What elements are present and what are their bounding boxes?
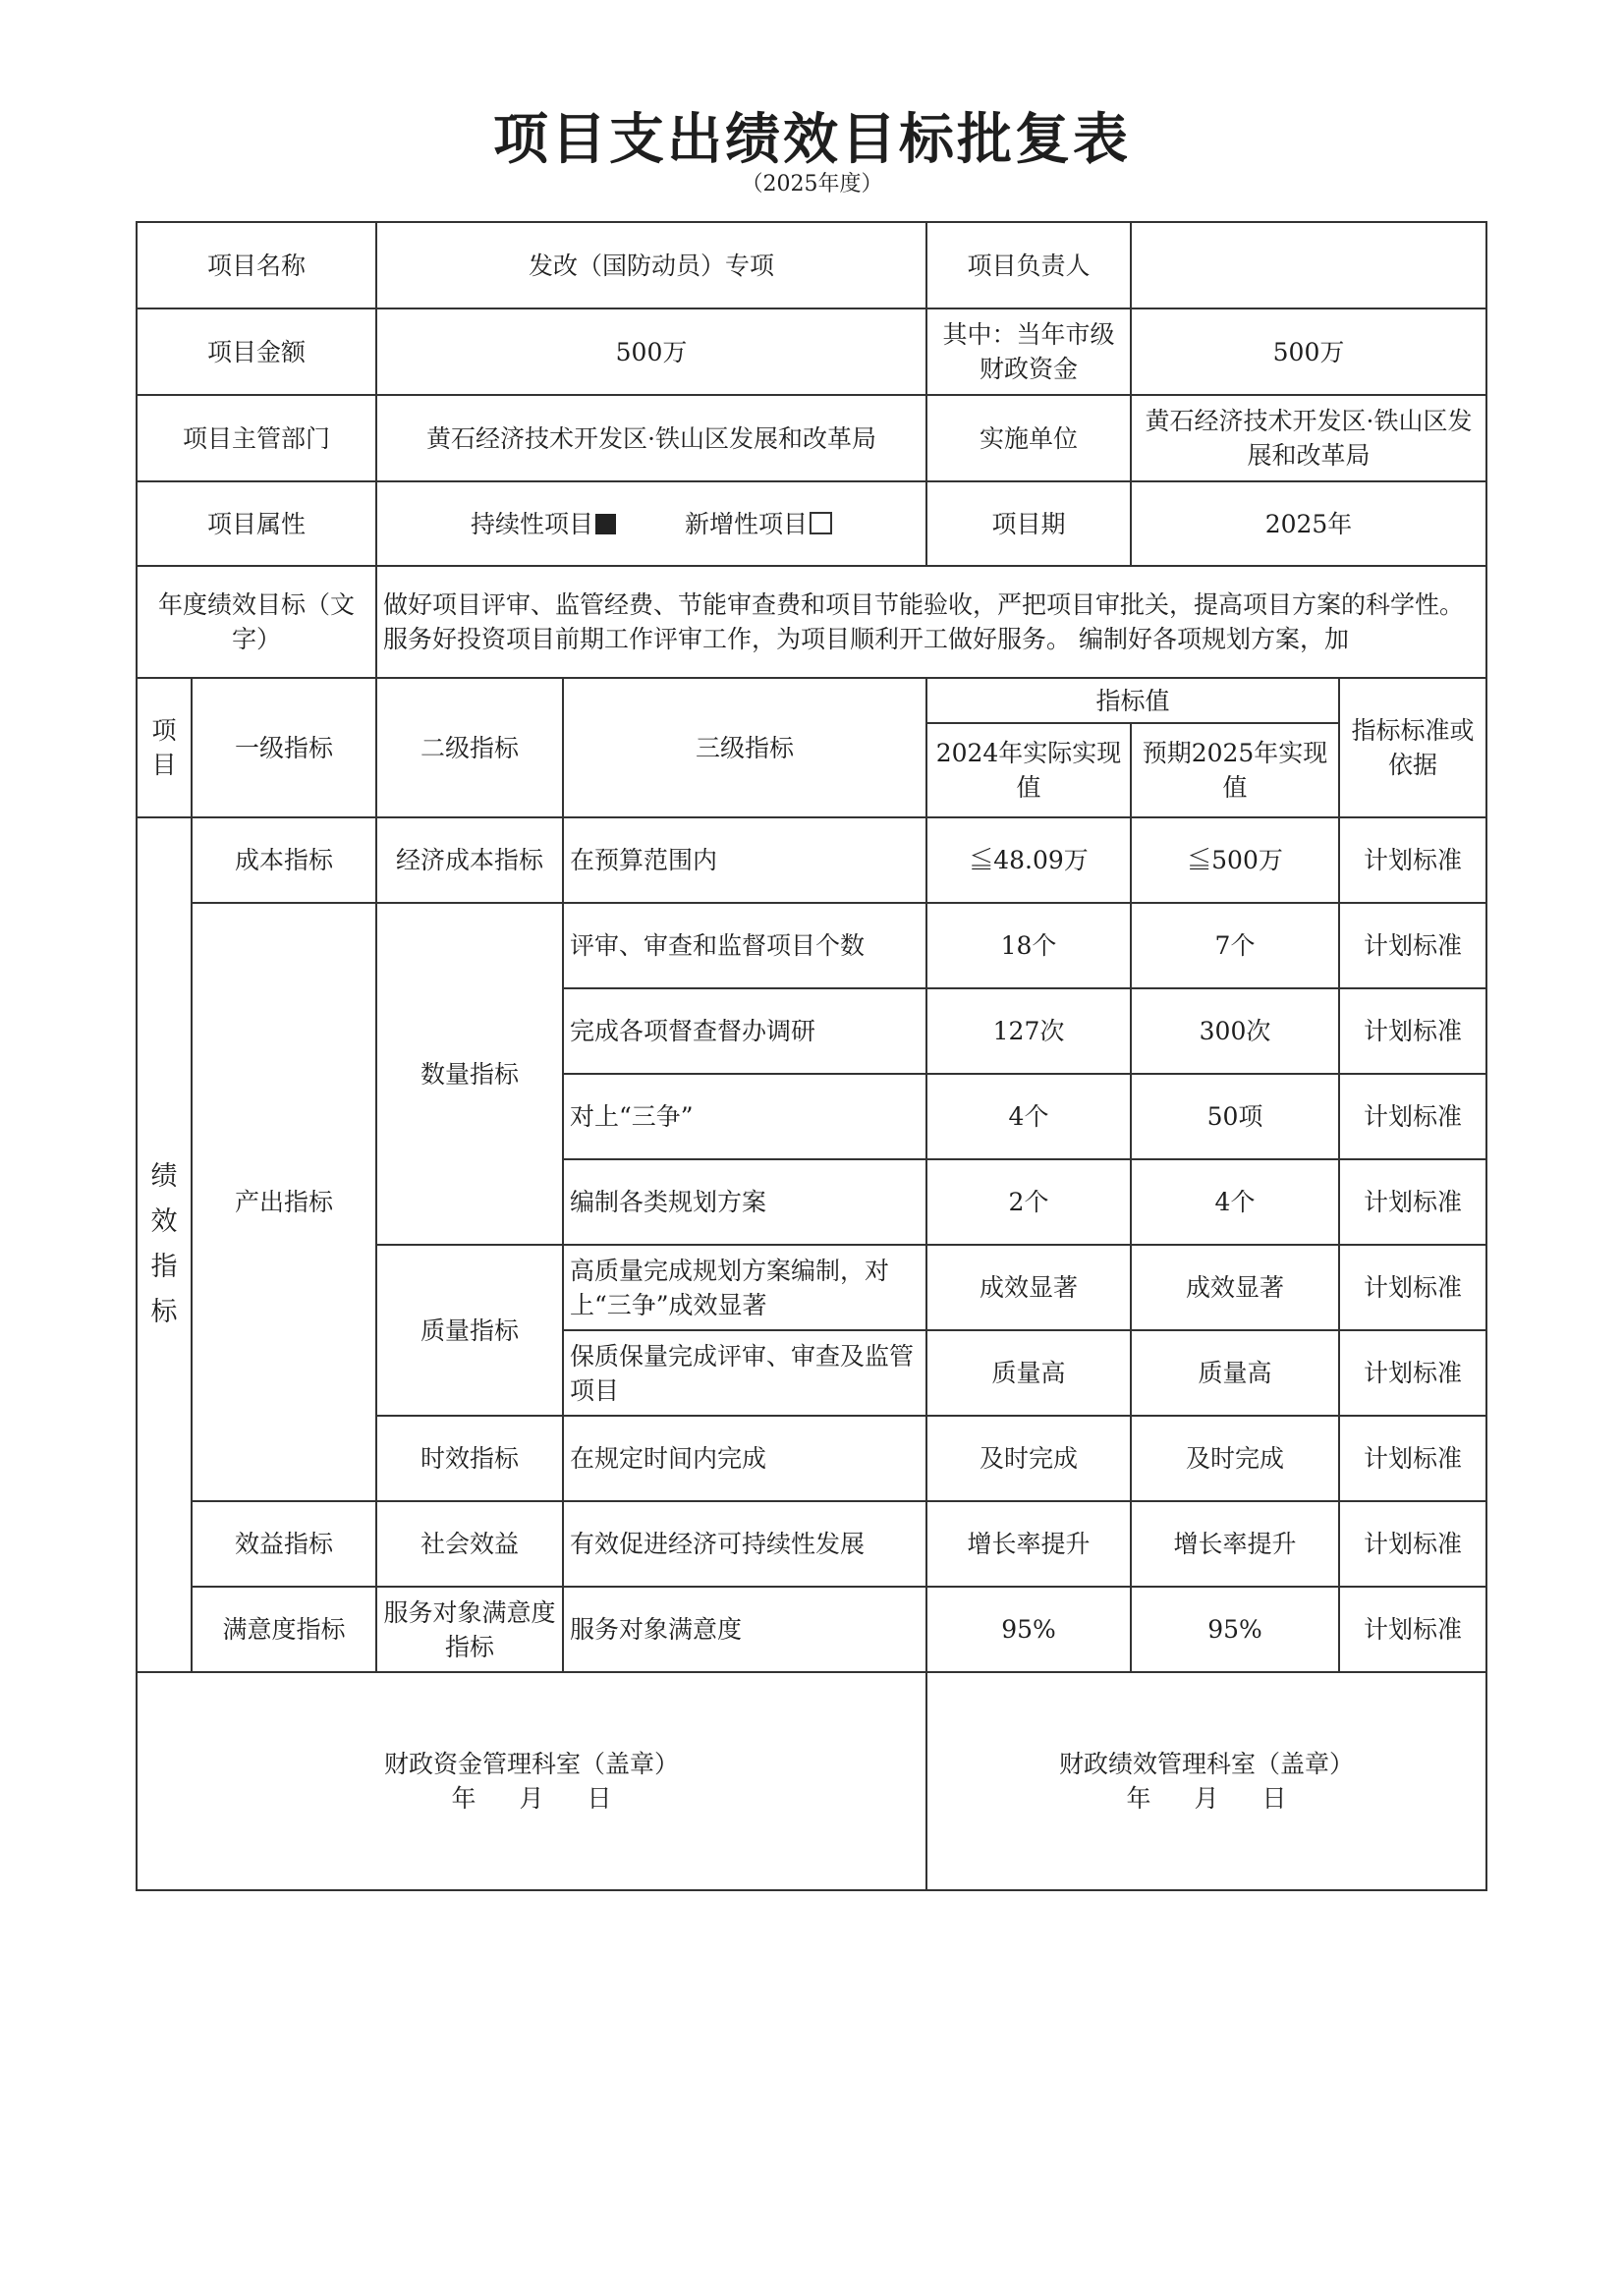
approval-form (136, 221, 1487, 1891)
expected-cell: 50项 (1131, 1074, 1339, 1159)
impl-unit-value: 黄石经济技术开发区·铁山区发展和改革局 (1131, 395, 1486, 481)
page-title: 项目支出绩效目标批复表 (493, 108, 1131, 172)
perf-mgmt-label: 财政绩效管理科室（盖章） (1058, 1750, 1354, 1778)
level2-time: 时效指标 (376, 1416, 563, 1501)
city-funds-value: 500万 (1131, 308, 1486, 395)
expected-cell: 300次 (1131, 988, 1339, 1074)
basis-cell: 计划标准 (1339, 1159, 1486, 1245)
fund-mgmt-seal (137, 1672, 926, 1890)
header-actual: 2024年实际实现值 (926, 723, 1131, 817)
table-row (137, 1587, 1486, 1672)
level3-cell: 完成各项督查督办调研 (563, 988, 926, 1074)
level3-cell: 服务对象满意度 (563, 1587, 926, 1672)
actual-cell: 4个 (926, 1074, 1131, 1159)
project-owner-label: 项目负责人 (926, 222, 1131, 308)
level1-cost: 成本指标 (192, 817, 376, 903)
attribute-label: 项目属性 (137, 481, 376, 566)
attribute-options (376, 481, 926, 566)
fund-mgmt-date: 年 月 日 (451, 1784, 612, 1813)
level3-cell: 编制各类规划方案 (563, 1159, 926, 1245)
level3-cell: 高质量完成规划方案编制，对上“三争”成效显著 (563, 1245, 926, 1330)
info-table (136, 221, 1487, 679)
header-level2: 二级指标 (376, 678, 563, 817)
level2-econ: 经济成本指标 (376, 817, 563, 903)
level1-benefit: 效益指标 (192, 1501, 376, 1587)
period-value: 2025年 (1131, 481, 1486, 566)
option-continuing-label: 持续性项目 (470, 509, 593, 538)
header-level1: 一级指标 (192, 678, 376, 817)
level1-satisfaction: 满意度指标 (192, 1587, 376, 1672)
expected-cell: 质量高 (1131, 1330, 1339, 1416)
header-indicator-value: 指标值 (926, 678, 1339, 723)
perf-mgmt-seal (926, 1672, 1486, 1890)
expected-cell: 增长率提升 (1131, 1501, 1339, 1587)
project-name-value: 发改（国防动员）专项 (376, 222, 926, 308)
indicator-table (136, 677, 1487, 1673)
basis-cell: 计划标准 (1339, 1330, 1486, 1416)
header-basis: 指标标准或依据 (1339, 678, 1486, 817)
basis-cell: 计划标准 (1339, 817, 1486, 903)
project-amount-value: 500万 (376, 308, 926, 395)
actual-cell: 2个 (926, 1159, 1131, 1245)
expected-cell: 95% (1131, 1587, 1339, 1672)
fund-mgmt-label: 财政资金管理科室（盖章） (383, 1750, 679, 1778)
goal-text: 做好项目评审、监管经费、节能审查费和项目节能验收，严把项目审批关，提高项目方案的科学性。服务好投资项目前期工作评审工作，为项目顺利开工做好服务。 编制好各项规划方案，加 (376, 566, 1486, 678)
project-amount-label: 项目金额 (137, 308, 376, 395)
expected-cell: ≦500万 (1131, 817, 1339, 903)
level3-cell: 在规定时间内完成 (563, 1416, 926, 1501)
expected-cell: 4个 (1131, 1159, 1339, 1245)
expected-cell: 及时完成 (1131, 1416, 1339, 1501)
actual-cell: 127次 (926, 988, 1131, 1074)
period-label: 项目期 (926, 481, 1131, 566)
project-owner-value (1131, 222, 1486, 308)
expected-cell: 成效显著 (1131, 1245, 1339, 1330)
dept-label: 项目主管部门 (137, 395, 376, 481)
basis-cell: 计划标准 (1339, 988, 1486, 1074)
impl-unit-label: 实施单位 (926, 395, 1131, 481)
level1-output: 产出指标 (192, 903, 376, 1501)
level3-cell: 对上“三争” (563, 1074, 926, 1159)
fiscal-year: （2025年度） (741, 172, 883, 196)
actual-cell: 质量高 (926, 1330, 1131, 1416)
option-new-label: 新增性项目 (685, 509, 809, 538)
expected-cell: 7个 (1131, 903, 1339, 988)
table-row (137, 903, 1486, 988)
basis-cell: 计划标准 (1339, 1501, 1486, 1587)
table-header-row (137, 678, 1486, 723)
header-level3: 三级指标 (563, 678, 926, 817)
table-row (137, 481, 1486, 566)
actual-cell: 及时完成 (926, 1416, 1131, 1501)
basis-cell: 计划标准 (1339, 903, 1486, 988)
table-row (137, 566, 1486, 678)
table-row (137, 1672, 1486, 1890)
level2-service: 服务对象满意度指标 (376, 1587, 563, 1672)
project-name-label: 项目名称 (137, 222, 376, 308)
table-row (137, 1501, 1486, 1587)
level2-social: 社会效益 (376, 1501, 563, 1587)
signature-table (136, 1671, 1487, 1891)
checked-box-icon (595, 514, 616, 534)
actual-cell: 增长率提升 (926, 1501, 1131, 1587)
level2-quantity: 数量指标 (376, 903, 563, 1245)
actual-cell: 18个 (926, 903, 1131, 988)
basis-cell: 计划标准 (1339, 1587, 1486, 1672)
table-row (137, 817, 1486, 903)
level3-cell: 有效促进经济可持续性发展 (563, 1501, 926, 1587)
basis-cell: 计划标准 (1339, 1416, 1486, 1501)
table-row (137, 222, 1486, 308)
actual-cell: ≦48.09万 (926, 817, 1131, 903)
basis-cell: 计划标准 (1339, 1245, 1486, 1330)
level3-cell: 在预算范围内 (563, 817, 926, 903)
actual-cell: 成效显著 (926, 1245, 1131, 1330)
level3-cell: 保质保量完成评审、审查及监管项目 (563, 1330, 926, 1416)
level3-cell: 评审、审查和监督项目个数 (563, 903, 926, 988)
dept-value: 黄石经济技术开发区·铁山区发展和改革局 (376, 395, 926, 481)
header-project: 项目 (137, 678, 192, 817)
goal-label: 年度绩效目标（文字） (137, 566, 376, 678)
basis-cell: 计划标准 (1339, 1074, 1486, 1159)
city-funds-label: 其中：当年市级财政资金 (926, 308, 1131, 395)
group-performance-indicators: 绩效指标 (137, 817, 192, 1672)
actual-cell: 95% (926, 1587, 1131, 1672)
perf-mgmt-date: 年 月 日 (1126, 1784, 1287, 1813)
table-row (137, 395, 1486, 481)
header-expected: 预期2025年实现值 (1131, 723, 1339, 817)
level2-quality: 质量指标 (376, 1245, 563, 1416)
table-row (137, 308, 1486, 395)
unchecked-box-icon (810, 512, 832, 534)
